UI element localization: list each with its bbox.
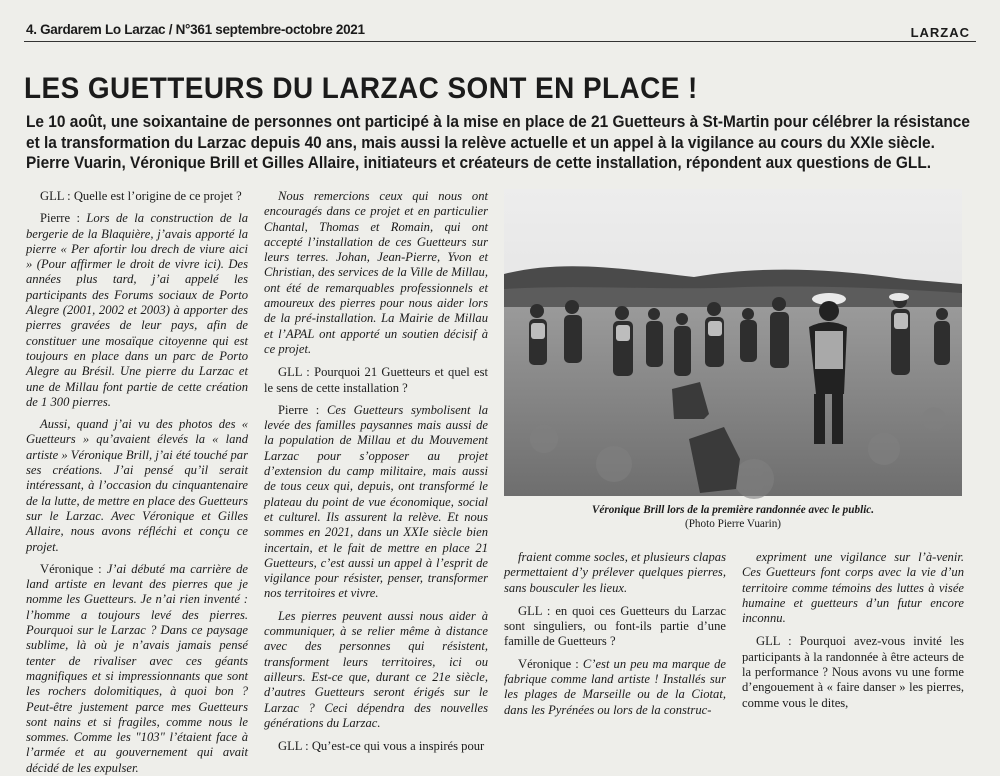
paragraph-text: Ces Guetteurs symbolisent la levée des familles paysannes mais aussi de la population de Millau et du Mouvement Larzac pour s’opposer au projet d’extension du camp militaire, mais aussi de tous ceux qui, depuis, ont transformé le plateau du point de vue économique, social et culturel. Ils assurent la relève. Et nous sommes en 2021, dans un XXIe siècle bien incertain, et le fait de mettre en place 21 Guetteurs, c’est aussi un appel à l’esprit de vigilance pour résister, penser, transformer nos territoires et vivre. xyxy=(264,402,488,601)
speaker-label: GLL : xyxy=(40,189,71,203)
speaker-label: Véronique : xyxy=(518,656,579,671)
paragraph-text: en quoi ces Guetteurs du Larzac sont singuliers, ou font-ils partie d’une famille de Guetteurs ? xyxy=(504,603,726,649)
paragraph xyxy=(26,562,248,776)
paragraph-text: Les pierres peuvent aussi nous aider à communiquer, à se relier même à distance avec des personnes qui résistent, transforment leurs territoires, ici ou ailleurs. Est-ce que, durant ce 21e siècle, d’autres Guetteurs seront érigés sur le Larzac ? Ceci dépendra des nouvelles générations du Larzac. xyxy=(264,608,488,730)
photo-caption xyxy=(504,503,962,531)
article-title: LES GUETTEURS DU LARZAC SONT EN PLACE ! xyxy=(24,72,698,105)
header-divider xyxy=(24,41,976,42)
caption-text: Véronique Brill lors de la première randonnée avec le public. xyxy=(591,504,875,516)
paragraph xyxy=(504,550,726,596)
paragraph-text: C’est un peu ma marque de fabrique comme land artiste ! Installés sur les plages de Marseille ou de la Ciotat, dans les Pyrénées ou lors de la construc- xyxy=(504,656,726,717)
paragraph-text: Lors de la construction de la bergerie de la Blaquière, j’avais apporté la pierre « Per afortir lou drech de viure aici » (Pour affirmer le droit de vivre ici). Des années plus tard, j’ai appelé les participants des Forums sociaux de Porto Alegre (2001, 2002 et 2003) à apporter des pierres gravées de leur pays, afin de constituer une mosaïque citoyenne qui est toujours en place dans un parc de Porto Alegre au Brésil. Une pierre du Larzac et une de Millau font partie de cette création de 1 300 pierres. xyxy=(26,211,248,409)
paragraph xyxy=(264,403,488,602)
speaker-label: Véronique : xyxy=(40,561,102,576)
paragraph-text: Aussi, quand j’ai vu des photos des « Guetteurs » qu’avaient élevés la « land artiste » Véronique Brill, j’ai été touché par ses créations. J’ai pensé qu’il serait intéressant, à l’occasion du cinquantenaire de la lutte, de mettre en place des Guetteurs sur le Larzac. Avec Véronique et Gilles Allaire, nous avons réfléchi et conçu ce projet. xyxy=(26,417,248,554)
paragraph xyxy=(26,211,248,410)
column-3 xyxy=(504,550,726,717)
speaker-label: GLL : xyxy=(518,603,551,618)
paragraph xyxy=(264,739,488,754)
speaker-label: Pierre : xyxy=(278,402,320,417)
speaker-label: GLL : xyxy=(756,634,792,649)
column-2 xyxy=(264,189,488,754)
paragraph xyxy=(742,550,964,626)
article-photo xyxy=(504,189,962,496)
paragraph-text: Pourquoi avez-vous invité les participants à la randonnée à être acteurs de la performance ? Nous avons vu une forme d’engouement à « faire danser » les pierres, comme vous le dites, xyxy=(742,634,964,710)
paragraph-text: expriment une vigilance sur l’à-venir. Ces Guetteurs font corps avec la vie d’un territoire comme témoins des luttes à visée humaine et guetteurs d’un futur encore inconnu. xyxy=(742,550,964,626)
paragraph-text: fraient comme socles, et plusieurs clapas permettaient d’y prélever quelques pierres, sans bousculer les lieux. xyxy=(504,550,726,595)
paragraph xyxy=(264,365,488,396)
paragraph xyxy=(26,417,248,555)
speaker-label: GLL : xyxy=(278,365,310,380)
paragraph-text: Qu’est-ce qui vous a inspirés pour xyxy=(308,739,485,754)
section-label: LARZAC xyxy=(910,25,970,40)
paragraph xyxy=(742,634,964,710)
column-1 xyxy=(26,189,248,775)
paragraph-text: Nous remercions ceux qui nous ont encouragés dans ce projet et en particulier Chantal, Thomas et Romain, qui ont accepté l’installation de ces Guetteurs sur leurs terres. Johan, Jean-Pierre, Yvon et Christian, des services de la Ville de Millau, ont été de remarquables professionnels et amoureux des pierres pour nous aider lors de la pré-installation. La Mairie de Millau et l’APAL ont apporté un soutien décisif à ce projet. xyxy=(264,189,488,356)
speaker-label: Pierre : xyxy=(40,211,80,226)
paragraph-text: Pourquoi 21 Guetteurs et quel est le sens de cette installation ? xyxy=(264,365,488,395)
issue-header: 4. Gardarem Lo Larzac / N°361 septembre-octobre 2021 xyxy=(26,22,365,37)
column-4 xyxy=(742,550,964,710)
paragraph xyxy=(264,609,488,731)
paragraph xyxy=(504,657,726,718)
paragraph xyxy=(504,604,726,650)
speaker-label: GLL : xyxy=(278,739,309,754)
paragraph-text: Quelle est l’origine de ce projet ? xyxy=(70,189,242,203)
paragraph xyxy=(26,189,248,204)
paragraph-text: J’ai débuté ma carrière de land artiste en levant des pierres que je nomme les Guetteurs. Je n’ai rien inventé : l’homme a toujours levé des pierres. Pourquoi sur le Larzac ? Dans ce paysage sublime, là où je n’avais jamais pensé tenter de rivaliser avec ces géants magnifiques et si impressionnants que sont les rochers dolomitiques, à quoi bon ? Peut-être justement parce mes Guetteurs sont nains et si fragiles, comme nous le sommes. Comme les "103" l’étaient face à l’armée et au gouvernement qui avait décidé de les expulser. xyxy=(26,561,248,775)
paragraph xyxy=(264,189,488,357)
photo-credit: (Photo Pierre Vuarin) xyxy=(684,518,782,530)
article-lead: Le 10 août, une soixantaine de personnes ont participé à la mise en place de 21 Guetteurs à St-Martin pour célébrer la résistance et la transformation du Larzac depuis 40 ans, mais aussi la relève actuelle et un appel à la vigilance au cours du XXIe siècle. Pierre Vuarin, Véronique Brill et Gilles Allaire, initiateurs et créateurs de cette installation, répondent aux questions de GLL. xyxy=(26,113,970,172)
